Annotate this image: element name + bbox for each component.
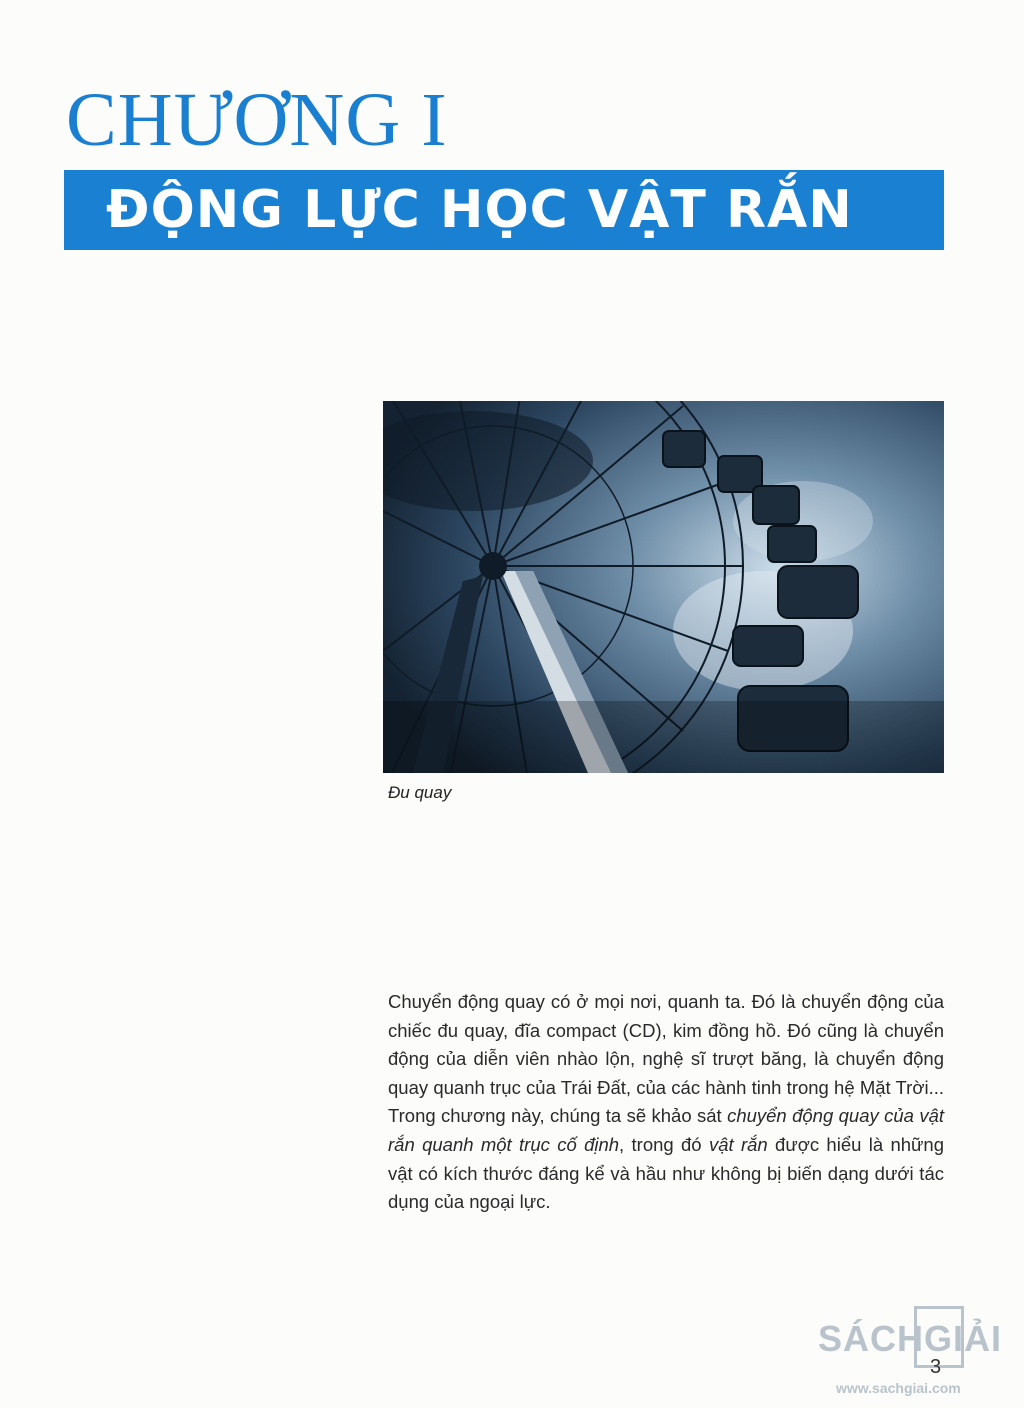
watermark-logo-right: GIẢI — [924, 1318, 1003, 1359]
watermark-logo-left: SÁCH — [818, 1318, 925, 1359]
figure-caption: Đu quay — [388, 783, 452, 802]
chapter-intro-paragraph — [388, 988, 944, 1217]
intro-text-start: Chuyển động quay có ở mọi nơi, quanh ta. Đó là chuyển động của chiếc đu quay, đĩa compact (CD), kim đồng hồ. Đó cũng là chuyển động của diễn viên nhào lộn, nghệ sĩ trượt băng, là chuyển động quay quanh trục của Trái Đất, của các hành tinh trong hệ Mặt Trời... Trong chương này, chúng ta sẽ khảo sát — [388, 991, 944, 1127]
intro-text-middle: , trong đó — [619, 1133, 709, 1155]
chapter-title: ĐỘNG LỰC HỌC VẬT RẮN — [106, 180, 853, 240]
watermark-url: www.sachgiai.com — [836, 1380, 961, 1396]
intro-text-end: được hiểu là những vật có kích thước đáng kể và hầu như không bị biến dạng dưới tác dụng của ngoại lực. — [388, 1133, 945, 1213]
watermark-logo — [818, 1318, 1002, 1360]
ferris-wheel-photo — [383, 401, 944, 773]
chapter-title-banner — [64, 170, 944, 250]
ferris-wheel-illustration — [383, 401, 944, 773]
intro-emphasis-rigid-body: vật rắn — [708, 1133, 768, 1155]
page-number: 3 — [930, 1356, 942, 1378]
chapter-label: CHƯƠNG I — [66, 78, 448, 162]
sachgiai-watermark — [818, 1306, 1018, 1402]
intro-emphasis-rotation: chuyển động quay của vật rắn quanh một trục cố định — [388, 1105, 945, 1155]
